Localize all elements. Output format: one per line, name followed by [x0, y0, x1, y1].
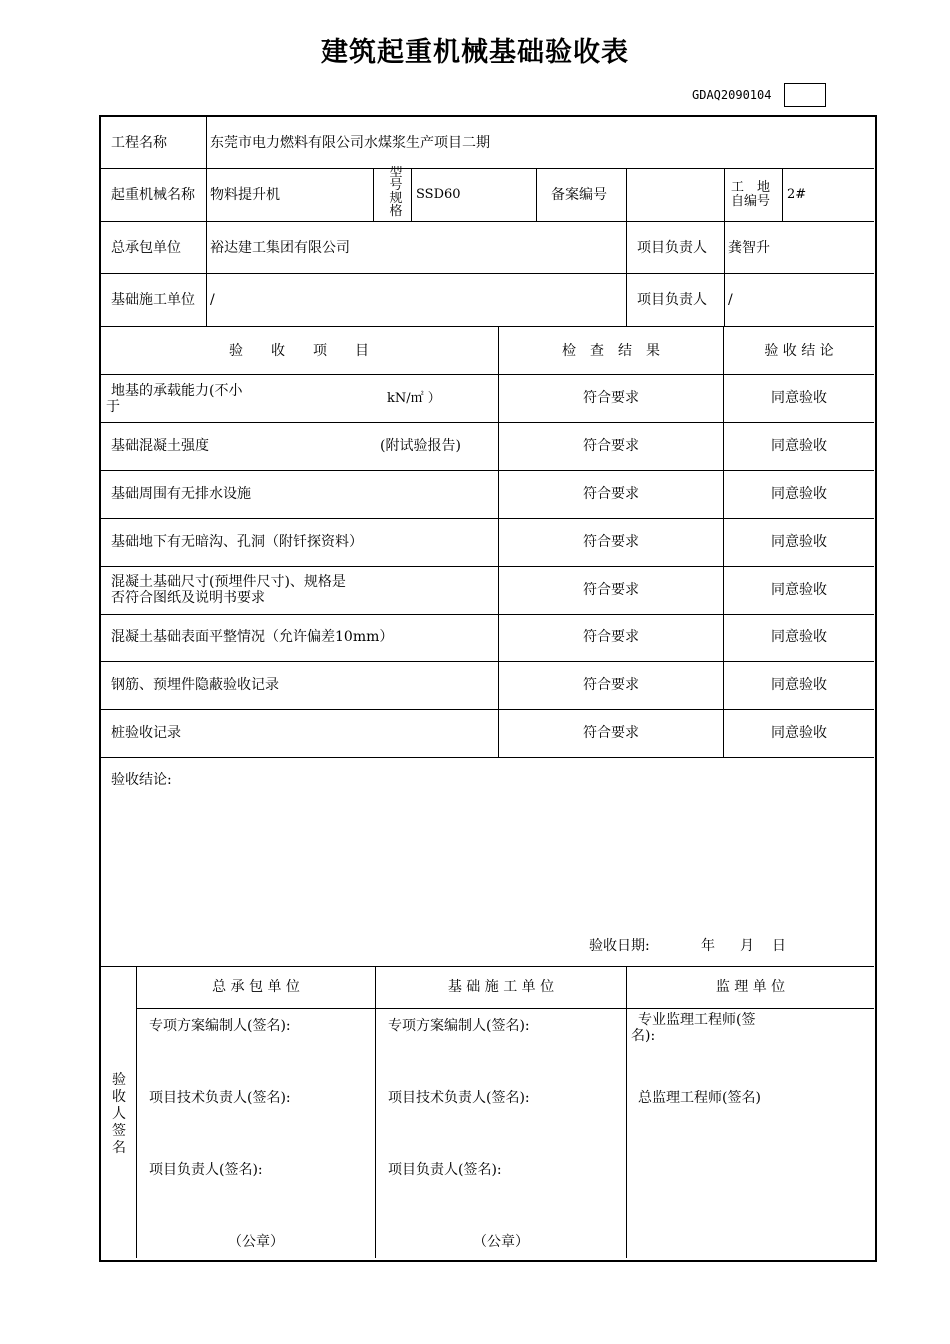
row-divider [100, 566, 874, 567]
page-title: 建筑起重机械基础验收表 [321, 37, 629, 68]
project-manager-2-label: 项目负责人 [637, 292, 707, 308]
item-2-result[interactable]: 符合要求 [583, 438, 639, 454]
row-divider [100, 221, 874, 222]
item-7-text: 钢筋、预埋件隐蔽验收记录 [111, 677, 279, 693]
row-divider [100, 966, 874, 967]
header-item: 验 收 项 目 [229, 343, 369, 359]
item-5-result[interactable]: 符合要求 [583, 582, 639, 598]
row-divider [100, 470, 874, 471]
col-divider [724, 169, 725, 326]
col-divider [626, 169, 627, 326]
item-1-result[interactable]: 符合要求 [583, 390, 639, 406]
project-manager-value[interactable]: 龚智升 [728, 240, 770, 256]
site-no-value[interactable]: 2# [787, 187, 807, 202]
row-divider [100, 661, 874, 662]
col-divider [373, 169, 374, 221]
project-name-value[interactable]: 东莞市电力燃料有限公司水煤浆生产项目二期 [210, 135, 490, 151]
row-divider [136, 1008, 874, 1009]
conclusion-label: 验收结论: [111, 772, 172, 788]
item-7-conclusion[interactable]: 同意验收 [771, 677, 827, 693]
foundation-unit-label: 基础施工单位 [111, 292, 195, 308]
row-divider [100, 518, 874, 519]
col-divider [626, 967, 627, 1258]
machine-name-value[interactable]: 物料提升机 [210, 187, 280, 203]
date-year[interactable]: 年 [701, 938, 715, 954]
item-1-conclusion[interactable]: 同意验收 [771, 390, 827, 406]
form-code-box[interactable] [784, 83, 826, 107]
row-divider [100, 709, 874, 710]
header-conclusion: 验 收 结 论 [764, 343, 834, 359]
item-6-conclusion[interactable]: 同意验收 [771, 629, 827, 645]
sig-header-supervision: 监 理 单 位 [715, 979, 786, 995]
item-4-text: 基础地下有无暗沟、孔洞（附钎探资料） [111, 534, 363, 550]
sig-contractor-manager[interactable]: 项目负责人(签名): [149, 1162, 263, 1178]
item-3-text: 基础周围有无排水设施 [111, 486, 251, 502]
sig-contractor-tech-lead[interactable]: 项目技术负责人(签名): [149, 1090, 291, 1106]
row-divider [100, 273, 874, 274]
date-month[interactable]: 月 [740, 938, 754, 954]
record-no-label: 备案编号 [551, 187, 607, 203]
item-6-text: 混凝土基础表面平整情况（允许偏差10mm） [111, 629, 394, 645]
sig-contractor-seal: （公章） [228, 1234, 284, 1250]
col-divider [375, 967, 376, 1258]
item-2-text: 基础混凝土强度 [111, 438, 209, 454]
item-2-note: (附试验报告) [380, 438, 461, 454]
sig-supervision-engineer[interactable]: 专业监理工程师(签 [638, 1012, 756, 1028]
project-name-label: 工程名称 [111, 135, 167, 151]
sig-chief-supervisor[interactable]: 总监理工程师(签名) [638, 1090, 761, 1106]
item-4-conclusion[interactable]: 同意验收 [771, 534, 827, 550]
col-divider [411, 169, 412, 221]
item-1-text-cont: 于 [106, 399, 120, 415]
signature-side-label: 验收人签名 [112, 1072, 126, 1156]
sig-foundation-tech-lead[interactable]: 项目技术负责人(签名): [388, 1090, 530, 1106]
header-result: 检 查 结 果 [562, 343, 660, 359]
sig-foundation-planner[interactable]: 专项方案编制人(签名): [388, 1018, 530, 1034]
project-manager-2-value[interactable]: / [728, 292, 733, 308]
col-divider [782, 169, 783, 221]
item-8-conclusion[interactable]: 同意验收 [771, 725, 827, 741]
row-divider [100, 326, 874, 327]
col-divider [206, 116, 207, 326]
item-8-result[interactable]: 符合要求 [583, 725, 639, 741]
item-6-result[interactable]: 符合要求 [583, 629, 639, 645]
form-code: GDAQ2090104 [692, 88, 772, 102]
general-contractor-label: 总承包单位 [111, 240, 181, 256]
sig-contractor-planner[interactable]: 专项方案编制人(签名): [149, 1018, 291, 1034]
acceptance-date-label: 验收日期: [589, 938, 650, 954]
item-2-conclusion[interactable]: 同意验收 [771, 438, 827, 454]
model-spec-label: 型号规格 [389, 166, 403, 219]
col-divider [136, 967, 137, 1258]
sig-supervision-engineer-cont: 名): [631, 1028, 656, 1044]
item-5-text-cont: 否符合图纸及说明书要求 [111, 590, 265, 606]
item-1-unit: kN/㎡ ） [387, 391, 441, 406]
item-8-text: 桩验收记录 [111, 725, 181, 741]
sig-header-foundation: 基 础 施 工 单 位 [447, 979, 555, 995]
col-divider [536, 169, 537, 221]
machine-name-label: 起重机械名称 [111, 187, 195, 203]
model-spec-value[interactable]: SSD60 [416, 187, 461, 202]
item-1-text: 地基的承载能力(不小 [111, 383, 243, 399]
row-divider [100, 374, 874, 375]
item-7-result[interactable]: 符合要求 [583, 677, 639, 693]
general-contractor-value[interactable]: 裕达建工集团有限公司 [210, 240, 350, 256]
sig-foundation-manager[interactable]: 项目负责人(签名): [388, 1162, 502, 1178]
project-manager-label: 项目负责人 [637, 240, 707, 256]
row-divider [100, 614, 874, 615]
row-divider [100, 168, 874, 169]
row-divider [100, 757, 874, 758]
item-3-result[interactable]: 符合要求 [583, 486, 639, 502]
site-no-label-line1: 工 地 [731, 180, 771, 195]
foundation-unit-value[interactable]: / [210, 292, 215, 308]
row-divider [100, 422, 874, 423]
item-5-text: 混凝土基础尺寸(预埋件尺寸)、规格是 [111, 574, 346, 590]
sig-header-contractor: 总 承 包 单 位 [212, 979, 300, 995]
date-day[interactable]: 日 [772, 938, 786, 954]
item-3-conclusion[interactable]: 同意验收 [771, 486, 827, 502]
site-no-label-line2: 自编号 [731, 194, 771, 209]
sig-foundation-seal: （公章） [473, 1234, 529, 1250]
item-5-conclusion[interactable]: 同意验收 [771, 582, 827, 598]
item-4-result[interactable]: 符合要求 [583, 534, 639, 550]
